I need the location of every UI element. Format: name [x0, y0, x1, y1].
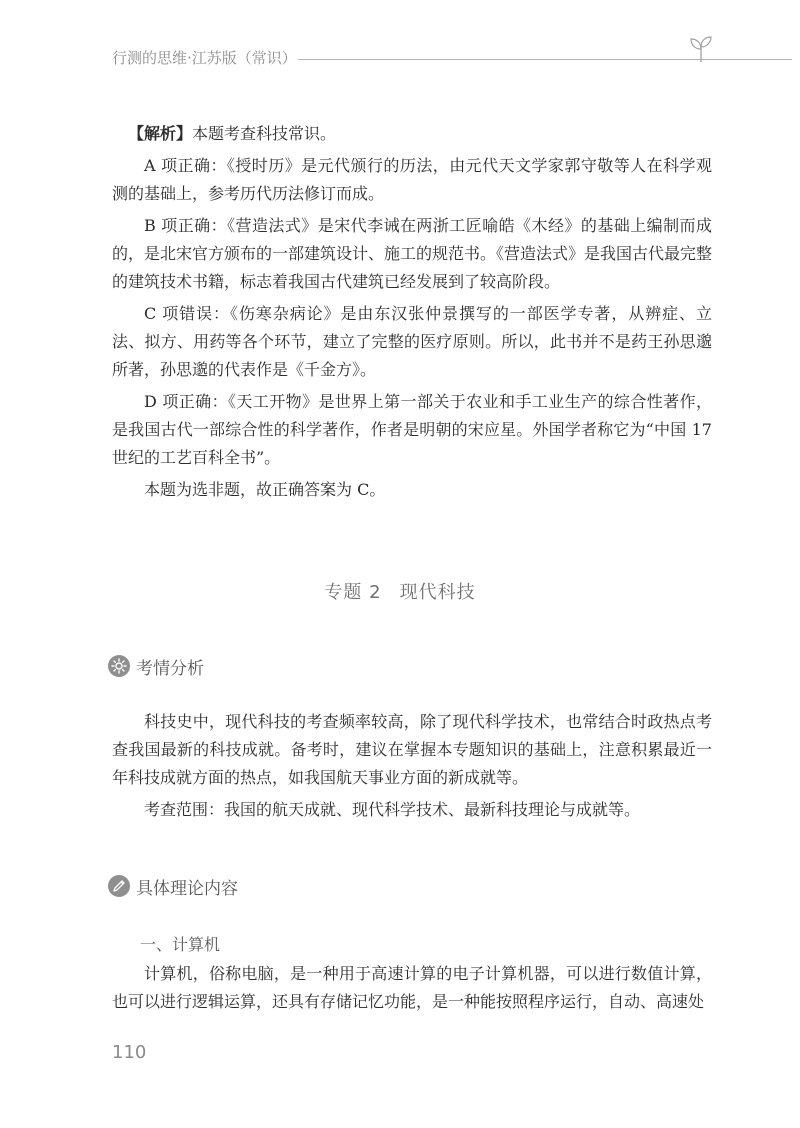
header-rule — [298, 59, 792, 60]
exam-analysis-heading-text: 考情分析 — [136, 658, 204, 679]
option-d-paragraph: D 项正确：《天工开物》是世界上第一部关于农业和手工业生产的综合性著作，是我国古代一部综合性的科学著作，作者是明朝的宋应星。外国学者称它为“中国 17 世纪的工艺百科全书”。 — [112, 392, 712, 467]
sprout-icon — [688, 34, 714, 64]
computer-paragraph: 计算机，俗称电脑，是一种用于高速计算的电子计算机器，可以进行数值计算，也可以进行逻辑运算，还具有存储记忆功能，是一种能按照程序运行，自动、高速处 — [112, 964, 712, 1011]
running-header — [112, 46, 712, 70]
theory-heading — [108, 872, 238, 900]
topic-name: 现代科技 — [399, 582, 476, 603]
computer-subheading: 一、计算机 — [140, 935, 221, 954]
analysis-label: 【解析】 — [128, 124, 193, 143]
topic-title — [0, 578, 800, 604]
analysis-conclusion: 本题为选非题，故正确答案为 C。 — [144, 480, 386, 499]
analysis-intro — [112, 120, 712, 148]
exam-analysis-heading — [108, 652, 204, 680]
option-b-paragraph: B 项正确：《营造法式》是宋代李诫在两浙工匠喻皓《木经》的基础上编制而成的，是北宋官方颁布的一部建筑设计、施工的规范书。《营造法式》是我国古代最完整的建筑技术书籍，标志着我国古代建筑已经发展到了较高阶段。 — [112, 216, 713, 291]
option-c-paragraph: C 项错误：《伤寒杂病论》是由东汉张仲景撰写的一部医学专著，从辨症、立法、拟方、用药等各个环节，建立了完整的医疗原则。所以，此书并不是药王孙思邈所著，孙思邈的代表作是《千金方》。 — [112, 304, 712, 379]
exam-analysis-paragraph: 科技史中，现代科技的考查频率较高，除了现代科学技术，也常结合时政热点考查我国最新的科技成就。备考时，建议在掌握本专题知识的基础上，注意积累最近一年科技成就方面的热点，如我国航天事业方面的新成就等。 — [112, 712, 712, 787]
option-a-paragraph: A 项正确：《授时历》是元代颁行的历法，由元代天文学家郭守敬等人在科学观测的基础上，参考历代历法修订而成。 — [112, 156, 712, 203]
pen-icon — [108, 875, 130, 897]
theory-heading-text: 具体理论内容 — [136, 878, 238, 899]
running-title: 行测的思维·江苏版（常识） — [112, 49, 297, 67]
theory-block — [112, 960, 712, 1016]
analysis-intro-text: 本题考查科技常识。 — [192, 124, 337, 143]
analysis-block — [112, 120, 712, 504]
exam-scope-paragraph: 考查范围：我国的航天成就、现代科学技术、最新科技理论与成就等。 — [144, 800, 641, 819]
sun-icon — [108, 655, 130, 677]
page-number: 110 — [112, 1042, 147, 1063]
exam-analysis-block — [112, 708, 712, 824]
topic-number: 专题 2 — [324, 582, 382, 603]
